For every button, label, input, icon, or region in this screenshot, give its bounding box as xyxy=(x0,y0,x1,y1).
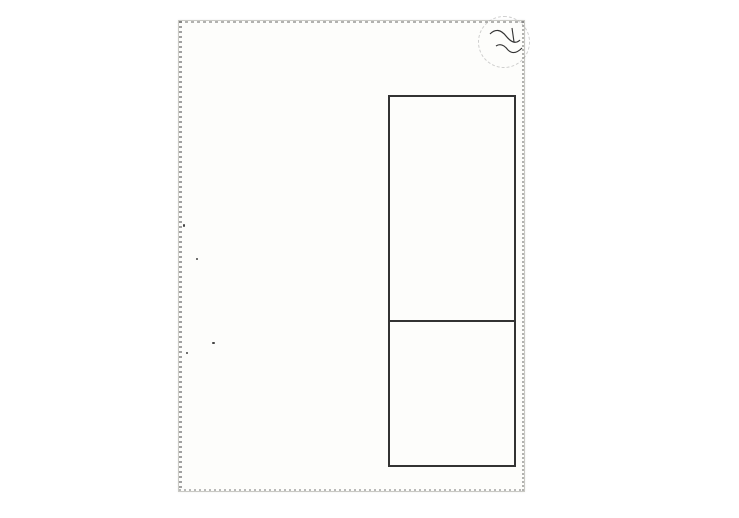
time-entry xyxy=(286,350,301,372)
scan-speck xyxy=(212,342,215,344)
stamp-scribble-icon xyxy=(478,16,536,74)
sheet-bottom-edge xyxy=(179,489,524,491)
table-mid-rule xyxy=(388,320,516,322)
day-row-2 xyxy=(470,95,488,320)
scan-speck xyxy=(183,224,185,227)
sheet-left-edge xyxy=(179,21,182,491)
table-left-rule xyxy=(388,95,390,465)
day-row-1 xyxy=(492,95,510,320)
day-row-5 xyxy=(404,95,422,320)
schedule-table xyxy=(388,95,516,465)
corner-stamp xyxy=(478,16,536,74)
scan-speck xyxy=(196,258,198,260)
table-right-rule xyxy=(514,95,516,465)
scan-speck xyxy=(186,352,188,354)
time-entry xyxy=(336,350,351,372)
time-entry xyxy=(260,350,275,372)
table-bottom-rule xyxy=(388,465,516,467)
day-row-3 xyxy=(448,95,466,320)
day-row-4 xyxy=(426,95,444,320)
sheet-top-edge xyxy=(179,21,524,23)
sheet-right-edge xyxy=(522,21,524,491)
time-entry xyxy=(312,350,327,372)
